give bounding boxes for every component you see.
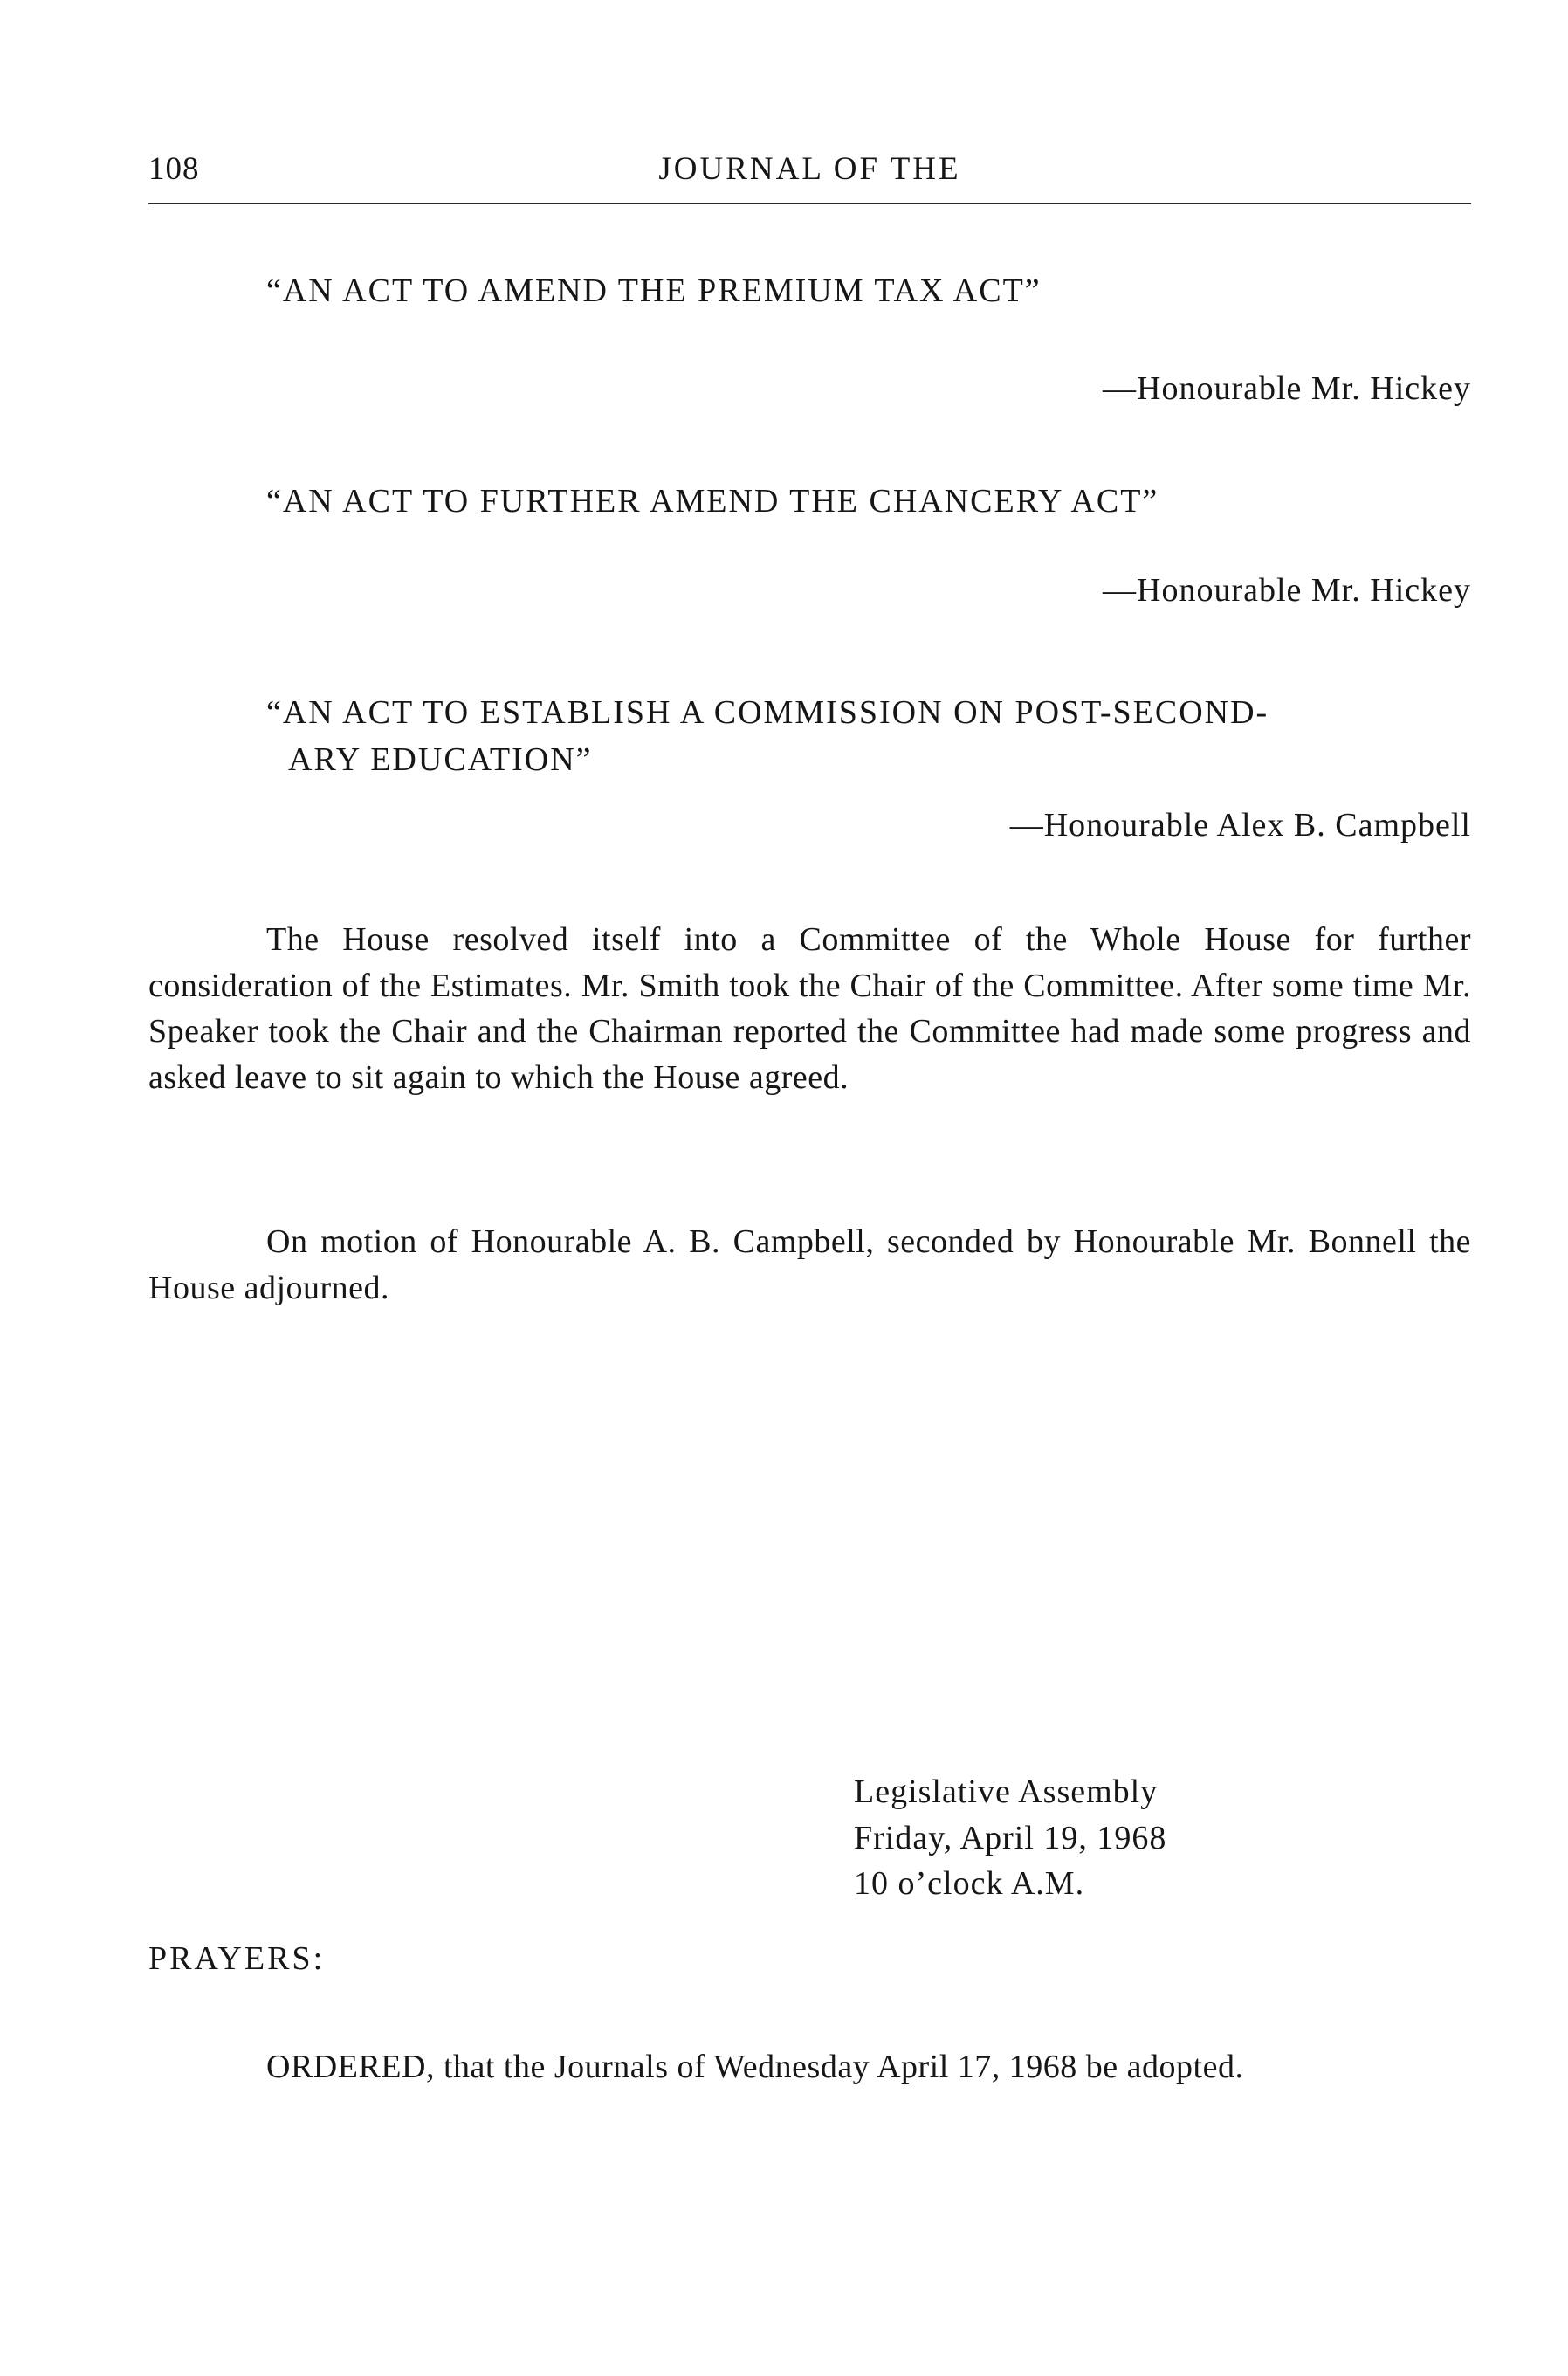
- dateline-time: 10 o’clock A.M.: [854, 1865, 1085, 1902]
- ordered-paragraph: [148, 2044, 1471, 2090]
- bill-title-post-secondary: [266, 689, 1471, 783]
- sitting-dateline: [854, 1769, 1166, 1907]
- adjourn-paragraph-text: On motion of Honourable A. B. Campbell, seconded by Honourable Mr. Bonnell the House adjourned.: [148, 1223, 1471, 1306]
- bill-title-line-2: ARY EDUCATION”: [288, 741, 593, 778]
- ordered-paragraph-text: ORDERED, that the Journals of Wednesday April 17, 1968 be adopted.: [266, 2049, 1244, 2085]
- dateline-date: Friday, April 19, 1968: [854, 1819, 1167, 1856]
- committee-paragraph: [148, 917, 1471, 1100]
- bill-sponsor-premium-tax: —Honourable Mr. Hickey: [1103, 370, 1471, 407]
- bill-title-premium-tax: “AN ACT TO AMEND THE PREMIUM TAX ACT”: [266, 272, 1042, 309]
- running-head: JOURNAL OF THE: [658, 151, 961, 187]
- bill-sponsor-chancery: —Honourable Mr. Hickey: [1103, 572, 1471, 609]
- committee-paragraph-text: The House resolved itself into a Committee of the Whole House for further consideration of the Estimates. Mr. Smith took the Chair of the Committee. After some time Mr. Speaker took the Chair and the Chairman reported the Committee had made some progress and asked leave to sit again to which the House agreed.: [148, 921, 1471, 1096]
- prayers-heading: PRAYERS:: [148, 1940, 326, 1977]
- dateline-body: Legislative Assembly: [854, 1773, 1159, 1810]
- bill-title-line-1: “AN ACT TO ESTABLISH A COMMISSION ON POST-SECOND-: [266, 694, 1269, 731]
- adjourn-paragraph: [148, 1219, 1471, 1311]
- page-number: 108: [148, 151, 200, 187]
- bill-title-chancery: “AN ACT TO FURTHER AMEND THE CHANCERY ACT”: [266, 483, 1159, 520]
- page-header: [148, 150, 1471, 204]
- bill-sponsor-post-secondary: —Honourable Alex B. Campbell: [1009, 807, 1471, 844]
